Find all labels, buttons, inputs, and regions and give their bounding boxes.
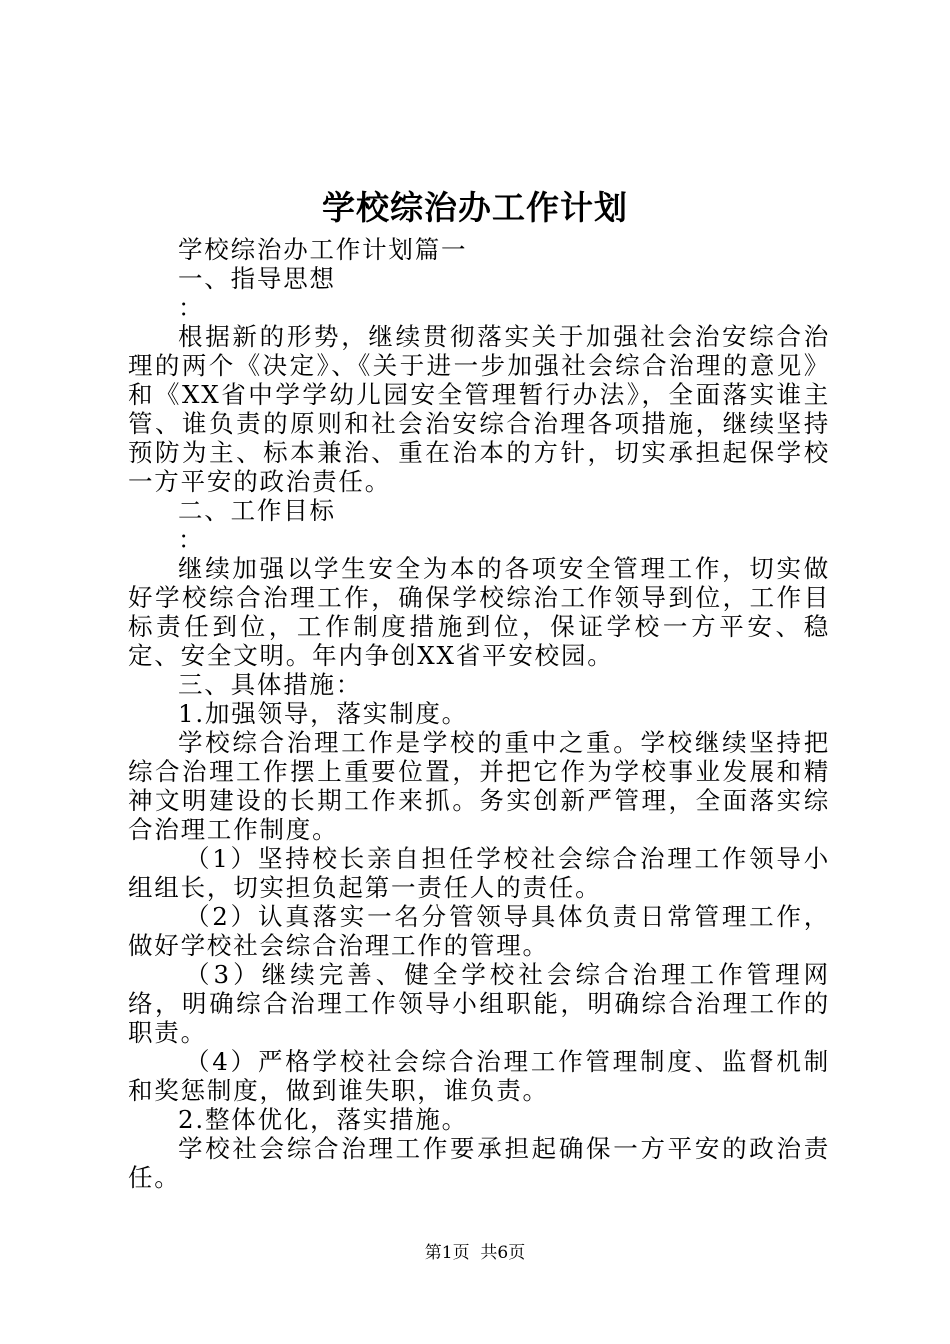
page-total: 共6页	[480, 1243, 526, 1263]
document-title: 学校综治办工作计划	[322, 188, 628, 227]
heading-guiding-ideology: 一、指导思想	[178, 264, 336, 293]
document-body	[128, 235, 830, 1192]
colon-line: ：	[178, 525, 205, 554]
section-heading: 学校综治办工作计划篇一	[178, 235, 468, 264]
page-number: 第1页	[424, 1243, 470, 1263]
paragraph-leadership: 学校综合治理工作是学校的重中之重。学校继续坚持把综合治理工作摆上重要位置，并把它作为学校事业发展和精神文明建设的长期工作来抓。务实创新严管理，全面落实综合治理工作制度。	[128, 728, 830, 844]
list-item: （1）坚持校长亲自担任学校社会综合治理工作领导小组组长，切实担负起第一责任人的责任。	[128, 844, 830, 902]
heading-work-goals: 二、工作目标	[178, 496, 336, 525]
heading-specific-measures: 三、具体措施：	[178, 670, 363, 699]
paragraph-optimization: 学校社会综合治理工作要承担起确保一方平安的政治责任。	[128, 1134, 830, 1192]
list-item: （4）严格学校社会综合治理工作管理制度、监督机制和奖惩制度，做到谁失职，谁负责。	[128, 1047, 830, 1105]
page-footer	[0, 1241, 950, 1265]
paragraph-guiding-ideology: 根据新的形势，继续贯彻落实关于加强社会治安综合治理的两个《决定》、《关于进一步加强社会综合治理的意见》和《XX省中学学幼儿园安全管理暂行办法》，全面落实谁主管、谁负责的原则和社会治安综合治理各项措施，继续坚持预防为主、标本兼治、重在治本的方针，切实承担起保学校一方平安的政治责任。	[128, 322, 830, 496]
list-item: （3）继续完善、健全学校社会综合治理工作管理网络，明确综合治理工作领导小组职能，明确综合治理工作的职责。	[128, 960, 830, 1047]
paragraph-work-goals: 继续加强以学生安全为本的各项安全管理工作，切实做好学校综合治理工作，确保学校综治工作领导到位，工作目标责任到位，工作制度措施到位，保证学校一方平安、稳定、安全文明。年内争创XX省平安校园。	[128, 554, 830, 670]
list-item: （2）认真落实一名分管领导具体负责日常管理工作，做好学校社会综合治理工作的管理。	[128, 902, 830, 960]
subheading-leadership: 1.加强领导，落实制度。	[178, 699, 468, 728]
subheading-optimization: 2.整体优化，落实措施。	[178, 1105, 468, 1134]
colon-line: ：	[178, 293, 205, 322]
